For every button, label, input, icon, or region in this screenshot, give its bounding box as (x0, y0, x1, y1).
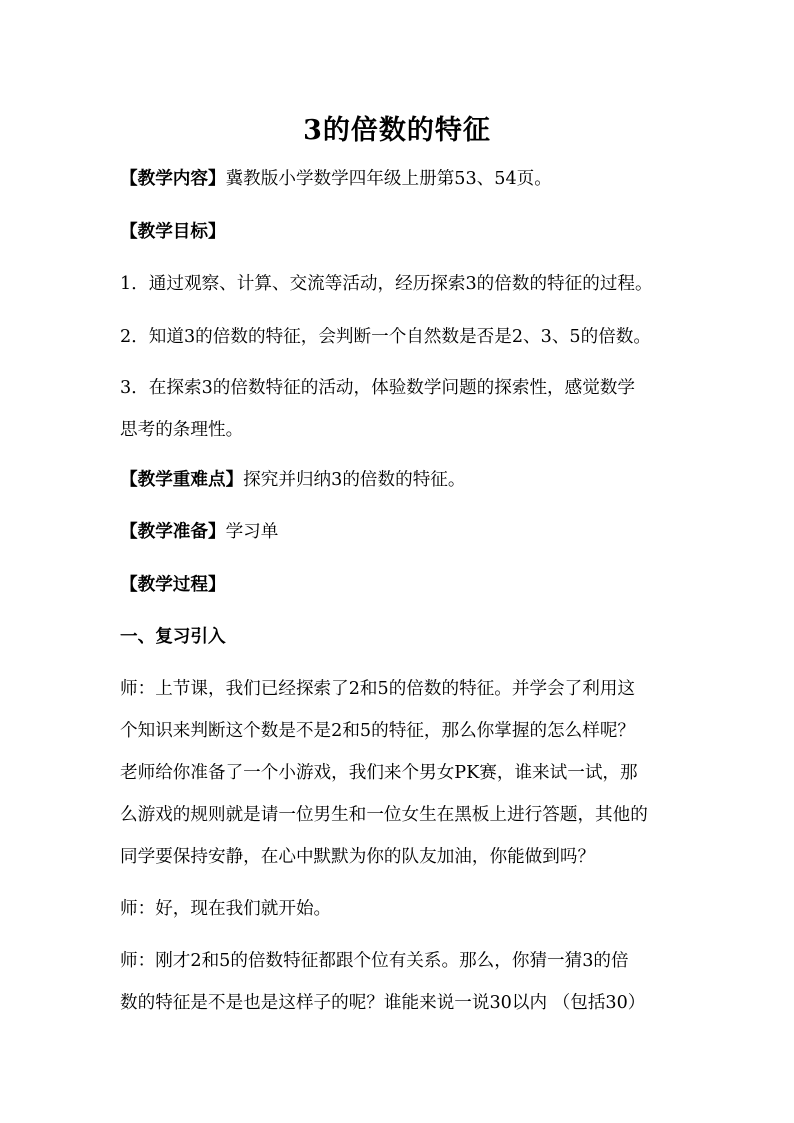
preparation-text: 学习单 (225, 522, 279, 542)
teaching-goals-heading: 【教学目标】 (120, 221, 226, 242)
teaching-content-label: 【教学内容】 (120, 168, 226, 189)
paragraph-3-line-2: 数的特征是不是也是这样子的呢？谁能来说一说30以内 （包括30） (120, 993, 646, 1013)
key-points-line (120, 468, 680, 492)
goal-item-2: 2．知道3的倍数的特征，会判断一个自然数是否是2、3、5的倍数。 (120, 327, 652, 347)
key-points-label: 【教学重难点】 (120, 469, 244, 490)
teaching-content-line (120, 167, 680, 191)
preparation-label: 【教学准备】 (120, 521, 226, 542)
section-review-heading: 一、复习引入 (120, 626, 226, 647)
goal-item-3-line-2: 思考的条理性。 (120, 420, 244, 440)
paragraph-3-line-1: 师：刚才2和5的倍数特征都跟个位有关系。那么，你猜一猜3的倍 (120, 951, 629, 971)
teaching-process-heading: 【教学过程】 (120, 574, 226, 595)
paragraph-2: 师：好，现在我们就开始。 (120, 899, 332, 919)
paragraph-1-line-3: 老师给你准备了一个小游戏，我们来个男女PK赛，谁来试一试，那 (120, 763, 638, 783)
goal-item-1: 1．通过观察、计算、交流等活动，经历探索3的倍数的特征的过程。 (120, 274, 653, 294)
preparation-line (120, 520, 680, 544)
goal-item-3-line-1: 3．在探索3的倍数特征的活动，体验数学问题的探索性，感觉数学 (120, 378, 636, 398)
key-points-text: 探究并归纳3的倍数的特征。 (243, 470, 466, 490)
teaching-content-text: 冀教版小学数学四年级上册第53、54页。 (225, 169, 552, 189)
paragraph-1-line-2: 个知识来判断这个数是不是2和5的特征，那么你掌握的怎么样呢？ (120, 721, 636, 741)
document-title: 3的倍数的特征 (303, 115, 491, 146)
paragraph-1-line-5: 同学要保持安静，在心中默默为你的队友加油，你能做到吗？ (120, 847, 596, 867)
paragraph-1-line-1: 师：上节课，我们已经探索了2和5的倍数的特征。并学会了利用这 (120, 679, 636, 699)
paragraph-1-line-4: 么游戏的规则就是请一位男生和一位女生在黑板上进行答题，其他的 (120, 805, 648, 825)
